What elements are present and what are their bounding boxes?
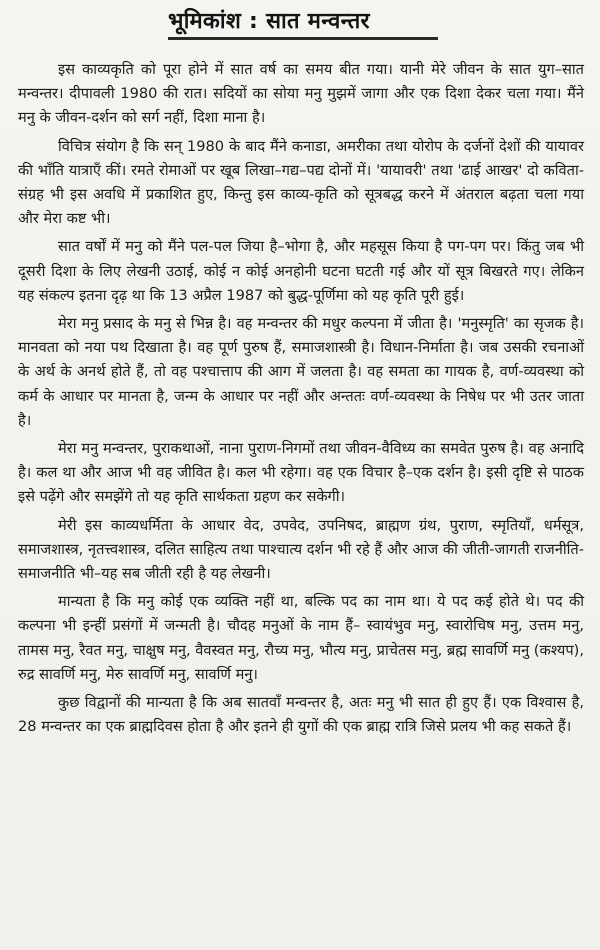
paragraph: मेरा मनु प्रसाद के मनु से भिन्न है। वह मन्वन्तर की मधुर कल्पना में जीता है। 'मनुस्मृति' का सृजक है। मानवता को नया पथ दिखाता है। वह पूर्ण पुरुष हैं, समाजशास्त्री है। विधान-निर्माता है। जब उसकी रचनाओं के अर्थ के अनर्थ होते हैं, तो वह पश्चात्ताप की आग में जलता है। वह समता का गायक है, वर्ण-व्यवस्था को कर्म के आधार पर मानता है, जन्म के आधार पर नहीं और अन्ततः वर्ण-व्यवस्था के निषेध पर भी उतर जाता है। bbox=[18, 315, 585, 429]
paragraph: मेरा मनु मन्वन्तर, पुराकथाओं, नाना पुराण-निगमों तथा जीवन-वैविध्य का समवेत पुरुष है। वह अनादि है। कल था और आज भी वह जीवित है। कल भी रहेगा। वह एक विचार है–एक दर्शन है। इसी दृष्टि से पाठक इसे पढ़ेंगे और समझेंगे तो यह कृति सार्थकता ग्रहण कर सकेगी। bbox=[18, 440, 584, 506]
chapter-heading bbox=[168, 8, 438, 44]
paragraph: मान्यता है कि मनु कोई एक व्यक्ति नहीं था, बल्कि पद का नाम था। ये पद कई होते थे। पद की कल्पना भी इन्हीं प्रसंगों में जन्मती है। चौदह मनुओं के नाम हैं– स्वायंभुव मनु, स्वारोचिष मनु, उत्तम मनु, तामस मनु, रैवत मनु, चाक्षुष मनु, वैवस्वत मनु, रौच्य मनु, भौत्य मनु, प्राचेतस मनु, ब्रह्म सावर्णि मनु (कश्यप), रुद्र सावर्णि मनु, मेरु सावर्णि मनु, सावर्णि मनु। bbox=[18, 593, 584, 683]
chapter-title: भूमिकांश : सात मन्वन्तर bbox=[168, 9, 370, 34]
body-text bbox=[18, 58, 584, 743]
paragraph: कुछ विद्वानों की मान्यता है कि अब सातवाँ मन्वन्तर है, अतः मनु भी सात ही हुए हैं। एक विश्वास है, 28 मन्वन्तर का एक ब्राह्मदिवस होता है और इतने ही युगों की एक ब्राह्म रात्रि जिसे प्रलय भी कह सकते हैं। bbox=[18, 694, 584, 736]
title-underline bbox=[168, 37, 438, 40]
paragraph: सात वर्षों में मनु को मैंने पल-पल जिया है–भोगा है, और महसूस किया है पग-पग पर। किंतु जब भी दूसरी दिशा के लिए लेखनी उठाई, कोई न कोई अनहोनी घटना घटती गई और यों सूत्र बिखरते गए। लेकिन यह संकल्प इतना दृढ़ था कि 13 अप्रैल 1987 को बुद्ध-पूर्णिमा को यह कृति पूरी हुई। bbox=[18, 238, 584, 304]
paragraph: विचित्र संयोग है कि सन् 1980 के बाद मैंने कनाडा, अमरीका तथा योरोप के दर्जनों देशों की यायावर की भाँति यात्राएँ कीं। रमते रोमाओं पर खूब लिखा–गद्य–पद्य दोनों में। 'यायावरी' तथा 'ढाई आखर' दो कविता-संग्रह भी इस अवधि में प्रकाशित हुए, किन्तु इस काव्य-कृति को सूत्रबद्ध करने में अंतराल बढ़ता चला गया और मेरा कष्ट भी। bbox=[18, 137, 584, 228]
paragraph: इस काव्यकृति को पूरा होने में सात वर्ष का समय बीत गया। यानी मेरे जीवन के सात युग–सात मन्वन्तर। दीपावली 1980 की रात। सदियों का सोया मनु मुझमें जागा और एक दिशा देकर चला गया। मैंने मनु के जीवन-दर्शन को सर्ग नहीं, दिशा माना है। bbox=[18, 61, 584, 127]
paragraph: मेरी इस काव्यधर्मिता के आधार वेद, उपवेद, उपनिषद, ब्राह्मण ग्रंथ, पुराण, स्मृतियाँ, धर्मसूत्र, समाजशास्त्र, नृतत्त्वशास्त्र, दलित साहित्य तथा पाश्चात्य दर्शन भी रहे हैं और आज की जीती-जागती राजनीति-समाजनीति भी–यह सब जीती रही है यह लेखनी। bbox=[18, 516, 584, 583]
